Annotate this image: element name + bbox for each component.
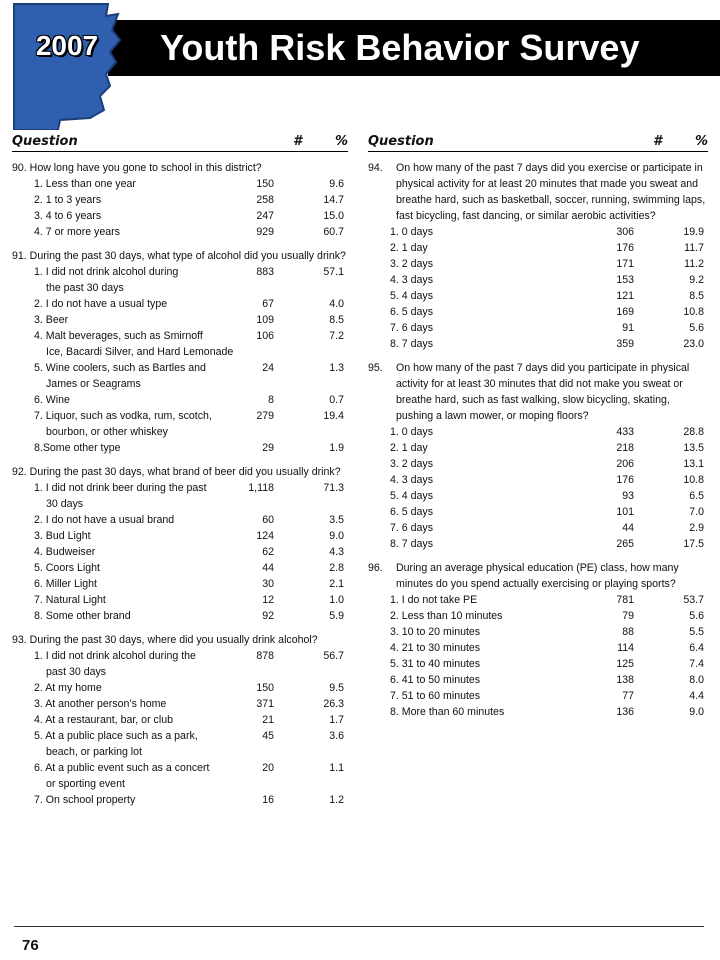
answer-percent: 11.7 — [684, 242, 704, 254]
answer-count: 176 — [616, 474, 634, 486]
answer-percent: 8.5 — [329, 314, 344, 326]
question-block — [12, 464, 348, 624]
answer-label: 6. 5 days — [390, 306, 433, 318]
answer-percent: 9.2 — [689, 274, 704, 286]
answer-count: 24 — [262, 362, 274, 374]
answer-row — [12, 192, 348, 208]
answer-label: 2. 1 to 3 years — [34, 194, 102, 206]
answer-row — [12, 176, 348, 192]
question-body: On how many of the past 7 days did you participate in physical activity for at least 30 minutes that did not make you sweat or breathe hard, such as fast walking, slow bicycling, skating, pushing a lawn mower, or moping floors? — [396, 362, 690, 422]
answer-percent: 3.5 — [329, 514, 344, 526]
answer-percent: 3.6 — [329, 730, 344, 742]
answer-percent: 8.0 — [689, 674, 704, 686]
answer-label: 5. At a public place such as a park, — [34, 730, 198, 742]
answer-row — [12, 560, 348, 576]
question-number: 96. — [368, 562, 383, 574]
answer-percent: 4.0 — [329, 298, 344, 310]
answer-label: 5. Coors Light — [34, 562, 100, 574]
answer-row — [368, 656, 708, 672]
answer-percent: 5.6 — [689, 610, 704, 622]
answer-row — [12, 296, 348, 312]
answer-label: 3. At another person’s home — [34, 698, 167, 710]
answer-count: 433 — [616, 426, 634, 438]
question-block — [368, 360, 708, 552]
answer-label-continued: beach, or parking lot — [46, 746, 142, 758]
answer-label: 8.Some other type — [34, 442, 121, 454]
answer-count: 12 — [262, 594, 274, 606]
answer-percent: 13.1 — [683, 458, 704, 470]
answer-count: 136 — [616, 706, 634, 718]
question-body: During an average physical education (PE) class, how many minutes do you spend actually exercising or playing sports? — [396, 562, 679, 590]
question-text: 90. How long have you gone to school in this district? — [12, 162, 262, 174]
answer-label: 3. 10 to 20 minutes — [390, 626, 481, 638]
answer-row — [368, 440, 708, 456]
answer-count: 279 — [256, 410, 274, 422]
answer-label: 3. Bud Light — [34, 530, 91, 542]
answer-percent: 57.1 — [323, 266, 344, 278]
answer-row — [12, 680, 348, 696]
answer-percent: 7.4 — [689, 658, 704, 670]
percent-heading: % — [334, 134, 348, 149]
answer-row — [12, 576, 348, 592]
answer-percent: 9.6 — [329, 178, 344, 190]
footer-divider — [14, 926, 704, 927]
answer-count: 371 — [256, 698, 274, 710]
question-text — [368, 560, 708, 592]
answer-percent: 9.0 — [329, 530, 344, 542]
answer-count: 206 — [616, 458, 634, 470]
answer-count: 60 — [262, 514, 274, 526]
answer-count: 44 — [262, 562, 274, 574]
answer-row — [12, 760, 348, 776]
answer-row — [368, 256, 708, 272]
answer-label: 5. 4 days — [390, 490, 433, 502]
survey-year: 2007 — [35, 30, 99, 61]
answer-label: 2. 1 day — [390, 242, 428, 254]
answer-percent: 13.5 — [683, 442, 704, 454]
answer-count: 88 — [622, 626, 634, 638]
question-block — [12, 632, 348, 808]
answer-row — [368, 472, 708, 488]
answer-count: 138 — [616, 674, 634, 686]
answer-percent: 28.8 — [683, 426, 704, 438]
answer-row — [12, 224, 348, 240]
answer-label: 7. Natural Light — [34, 594, 106, 606]
question-text: 92. During the past 30 days, what brand of beer did you usually drink? — [12, 466, 341, 478]
question-body: On how many of the past 7 days did you exercise or participate in physical activity for at least 20 minutes that made you sweat and breathe hard, such as basketball, soccer, running, swimming laps, fast bicycling, fast dancing, or similar aerobic activities? — [396, 162, 706, 222]
answer-percent: 2.9 — [689, 522, 704, 534]
answer-row — [12, 480, 348, 496]
answer-label: 7. 6 days — [390, 322, 433, 334]
answer-row — [12, 728, 348, 744]
answer-row — [12, 648, 348, 664]
answer-label: 2. I do not have a usual brand — [34, 514, 175, 526]
answer-row — [368, 608, 708, 624]
answer-count: 20 — [262, 762, 274, 774]
answer-count: 150 — [256, 178, 274, 190]
answer-count: 62 — [262, 546, 274, 558]
answer-row — [368, 488, 708, 504]
answer-percent: 60.7 — [323, 226, 344, 238]
answer-count: 121 — [616, 290, 634, 302]
answer-label: 3. 2 days — [390, 458, 433, 470]
answer-percent: 4.3 — [329, 546, 344, 558]
answer-row — [12, 264, 348, 280]
answer-count: 29 — [262, 442, 274, 454]
answer-row-continued — [12, 776, 348, 792]
answer-count: 21 — [262, 714, 274, 726]
answer-row — [368, 336, 708, 352]
answer-percent: 14.7 — [323, 194, 344, 206]
answer-label: 2. 1 day — [390, 442, 428, 454]
answer-label: 4. At a restaurant, bar, or club — [34, 714, 173, 726]
count-heading: # — [652, 134, 662, 149]
answer-percent: 6.4 — [689, 642, 704, 654]
answer-label: 8. More than 60 minutes — [390, 706, 505, 718]
answer-count: 114 — [617, 642, 634, 654]
answer-label: 4. 3 days — [390, 474, 433, 486]
answer-label: 6. 5 days — [390, 506, 433, 518]
answer-count: 247 — [256, 210, 274, 222]
answer-label-continued: 30 days — [46, 498, 84, 510]
answer-label-continued: James or Seagrams — [46, 378, 141, 390]
answer-count: 781 — [616, 594, 634, 606]
answer-count: 171 — [616, 258, 634, 270]
answer-label: 8. 7 days — [390, 538, 433, 550]
answer-row — [368, 640, 708, 656]
answer-row — [12, 544, 348, 560]
answer-percent: 1.9 — [329, 442, 344, 454]
answer-row — [12, 712, 348, 728]
answer-label: 7. Liquor, such as vodka, rum, scotch, — [34, 410, 212, 422]
answer-row — [12, 312, 348, 328]
answer-label: 6. At a public event such as a concert — [34, 762, 210, 774]
answer-count: 124 — [256, 530, 274, 542]
answer-count: 218 — [616, 442, 634, 454]
answer-percent: 2.1 — [329, 578, 344, 590]
answer-count: 258 — [256, 194, 274, 206]
answer-percent: 9.5 — [329, 682, 344, 694]
answer-row — [12, 608, 348, 624]
answer-row — [12, 792, 348, 808]
answer-count: 44 — [622, 522, 634, 534]
answer-percent: 9.0 — [689, 706, 704, 718]
page-number: 76 — [22, 937, 39, 954]
answer-count: 77 — [622, 690, 634, 702]
answer-row — [12, 512, 348, 528]
answer-count: 265 — [616, 538, 634, 550]
answer-row-continued — [12, 424, 348, 440]
answer-count: 101 — [616, 506, 634, 518]
answer-label: 5. Wine coolers, such as Bartles and — [34, 362, 206, 374]
answer-row — [12, 392, 348, 408]
answer-label: 6. Wine — [34, 394, 70, 406]
answer-percent: 1.7 — [329, 714, 344, 726]
answer-row — [12, 528, 348, 544]
answer-label: 4. 7 or more years — [34, 226, 120, 238]
answer-row — [12, 408, 348, 424]
answer-row — [12, 360, 348, 376]
answer-label-continued: the past 30 days — [46, 282, 124, 294]
answer-label: 5. 4 days — [390, 290, 433, 302]
answer-percent: 7.2 — [329, 330, 344, 342]
answer-row — [12, 328, 348, 344]
answer-count: 176 — [616, 242, 634, 254]
answer-count: 883 — [256, 266, 274, 278]
count-heading: # — [292, 134, 302, 149]
answer-percent: 1.2 — [329, 794, 344, 806]
answer-percent: 1.1 — [329, 762, 344, 774]
answer-count: 109 — [256, 314, 274, 326]
left-column — [12, 134, 348, 808]
answer-count: 125 — [616, 658, 634, 670]
answer-row — [368, 424, 708, 440]
answer-label: 1. 0 days — [390, 226, 433, 238]
answer-label: 4. 21 to 30 minutes — [390, 642, 481, 654]
answer-count: 30 — [262, 578, 274, 590]
answer-row-continued — [12, 744, 348, 760]
answer-label: 1. I did not drink alcohol during — [34, 266, 179, 278]
answer-percent: 6.5 — [689, 490, 704, 502]
question-number: 95. — [368, 362, 383, 374]
answer-row-continued — [12, 496, 348, 512]
answer-row — [368, 536, 708, 552]
answer-label: 3. Beer — [34, 314, 69, 326]
answer-count: 91 — [622, 322, 634, 334]
answer-count: 79 — [622, 610, 634, 622]
column-header — [368, 134, 708, 152]
answer-percent: 8.5 — [689, 290, 704, 302]
answer-label: 7. 6 days — [390, 522, 433, 534]
answer-count: 150 — [256, 682, 274, 694]
answer-row — [368, 320, 708, 336]
answer-percent: 56.7 — [323, 650, 344, 662]
question-block — [12, 248, 348, 456]
answer-count: 306 — [616, 226, 634, 238]
answer-row-continued — [12, 376, 348, 392]
answer-percent: 4.4 — [689, 690, 704, 702]
answer-percent: 0.7 — [329, 394, 344, 406]
answer-percent: 53.7 — [683, 594, 704, 606]
answer-percent: 5.6 — [689, 322, 704, 334]
answer-row-continued — [12, 664, 348, 680]
answer-label: 5. 31 to 40 minutes — [390, 658, 481, 670]
answer-percent: 11.2 — [684, 258, 704, 270]
answer-label: 3. 2 days — [390, 258, 433, 270]
answer-row — [368, 304, 708, 320]
answer-percent: 71.3 — [323, 482, 344, 494]
answer-percent: 19.9 — [683, 226, 704, 238]
answer-label: 7. 51 to 60 minutes — [390, 690, 481, 702]
answer-percent: 17.5 — [683, 538, 704, 550]
answer-label: 1. I do not take PE — [390, 594, 478, 606]
answer-row — [12, 208, 348, 224]
answer-label: 1. 0 days — [390, 426, 433, 438]
question-text: 91. During the past 30 days, what type of alcohol did you usually drink? — [12, 250, 346, 262]
column-header — [12, 134, 348, 152]
answer-percent: 19.4 — [323, 410, 344, 422]
answer-row-continued — [12, 280, 348, 296]
answer-count: 1,118 — [248, 482, 274, 494]
answer-label-continued: or sporting event — [46, 778, 125, 790]
answer-label-continued: past 30 days — [46, 666, 107, 678]
question-heading: Question — [368, 134, 434, 149]
answer-percent: 10.8 — [683, 474, 704, 486]
answer-percent: 1.0 — [329, 594, 344, 606]
question-block — [368, 160, 708, 352]
answer-row — [368, 672, 708, 688]
answer-label: 6. 41 to 50 minutes — [390, 674, 481, 686]
answer-label: 1. I did not drink beer during the past — [34, 482, 207, 494]
answer-count: 106 — [256, 330, 274, 342]
right-column — [368, 134, 708, 720]
question-number: 94. — [368, 162, 383, 174]
answer-row — [368, 592, 708, 608]
answer-percent: 5.5 — [689, 626, 704, 638]
answer-count: 169 — [616, 306, 634, 318]
answer-percent: 5.9 — [329, 610, 344, 622]
answer-row — [12, 592, 348, 608]
answer-row — [368, 504, 708, 520]
answer-row — [368, 240, 708, 256]
answer-row — [368, 288, 708, 304]
answer-count: 92 — [262, 610, 274, 622]
answer-label: 7. On school property — [34, 794, 136, 806]
answer-count: 16 — [262, 794, 274, 806]
answer-row — [12, 440, 348, 456]
answer-label: 1. I did not drink alcohol during the — [34, 650, 196, 662]
answer-count: 45 — [262, 730, 274, 742]
question-heading: Question — [12, 134, 78, 149]
question-block — [368, 560, 708, 720]
answer-row — [368, 456, 708, 472]
answer-label: 4. Malt beverages, such as Smirnoff — [34, 330, 203, 342]
answer-row — [368, 688, 708, 704]
answer-percent: 15.0 — [323, 210, 344, 222]
answer-count: 359 — [616, 338, 634, 350]
answer-count: 8 — [268, 394, 274, 406]
answer-count: 929 — [256, 226, 274, 238]
question-text — [368, 160, 708, 224]
answer-label: 6. Miller Light — [34, 578, 97, 590]
answer-count: 878 — [256, 650, 274, 662]
answer-label: 8. Some other brand — [34, 610, 131, 622]
answer-percent: 2.8 — [329, 562, 344, 574]
answer-row — [368, 704, 708, 720]
answer-label-continued: Ice, Bacardi Silver, and Hard Lemonade — [46, 346, 234, 358]
answer-row — [12, 696, 348, 712]
answer-label: 3. 4 to 6 years — [34, 210, 102, 222]
answer-percent: 23.0 — [683, 338, 704, 350]
answer-row — [368, 272, 708, 288]
arkansas-state-logo — [0, 0, 130, 130]
answer-row — [368, 520, 708, 536]
answer-count: 67 — [262, 298, 274, 310]
answer-label: 1. Less than one year — [34, 178, 136, 190]
answer-label: 2. At my home — [34, 682, 102, 694]
answer-percent: 7.0 — [689, 506, 704, 518]
answer-label: 8. 7 days — [390, 338, 433, 350]
answer-row — [368, 224, 708, 240]
answer-label-continued: bourbon, or other whiskey — [46, 426, 168, 438]
answer-percent: 10.8 — [683, 306, 704, 318]
question-text: 93. During the past 30 days, where did you usually drink alcohol? — [12, 634, 318, 646]
percent-heading: % — [694, 134, 708, 149]
question-text — [368, 360, 708, 424]
page-title: Youth Risk Behavior Survey — [160, 27, 640, 68]
answer-count: 93 — [622, 490, 634, 502]
answer-label: 2. I do not have a usual type — [34, 298, 168, 310]
answer-row — [368, 624, 708, 640]
answer-label: 4. Budweiser — [34, 546, 96, 558]
answer-row-continued — [12, 344, 348, 360]
answer-label: 2. Less than 10 minutes — [390, 610, 503, 622]
answer-count: 153 — [616, 274, 634, 286]
answer-percent: 26.3 — [323, 698, 344, 710]
answer-percent: 1.3 — [329, 362, 344, 374]
answer-label: 4. 3 days — [390, 274, 433, 286]
question-block — [12, 160, 348, 240]
